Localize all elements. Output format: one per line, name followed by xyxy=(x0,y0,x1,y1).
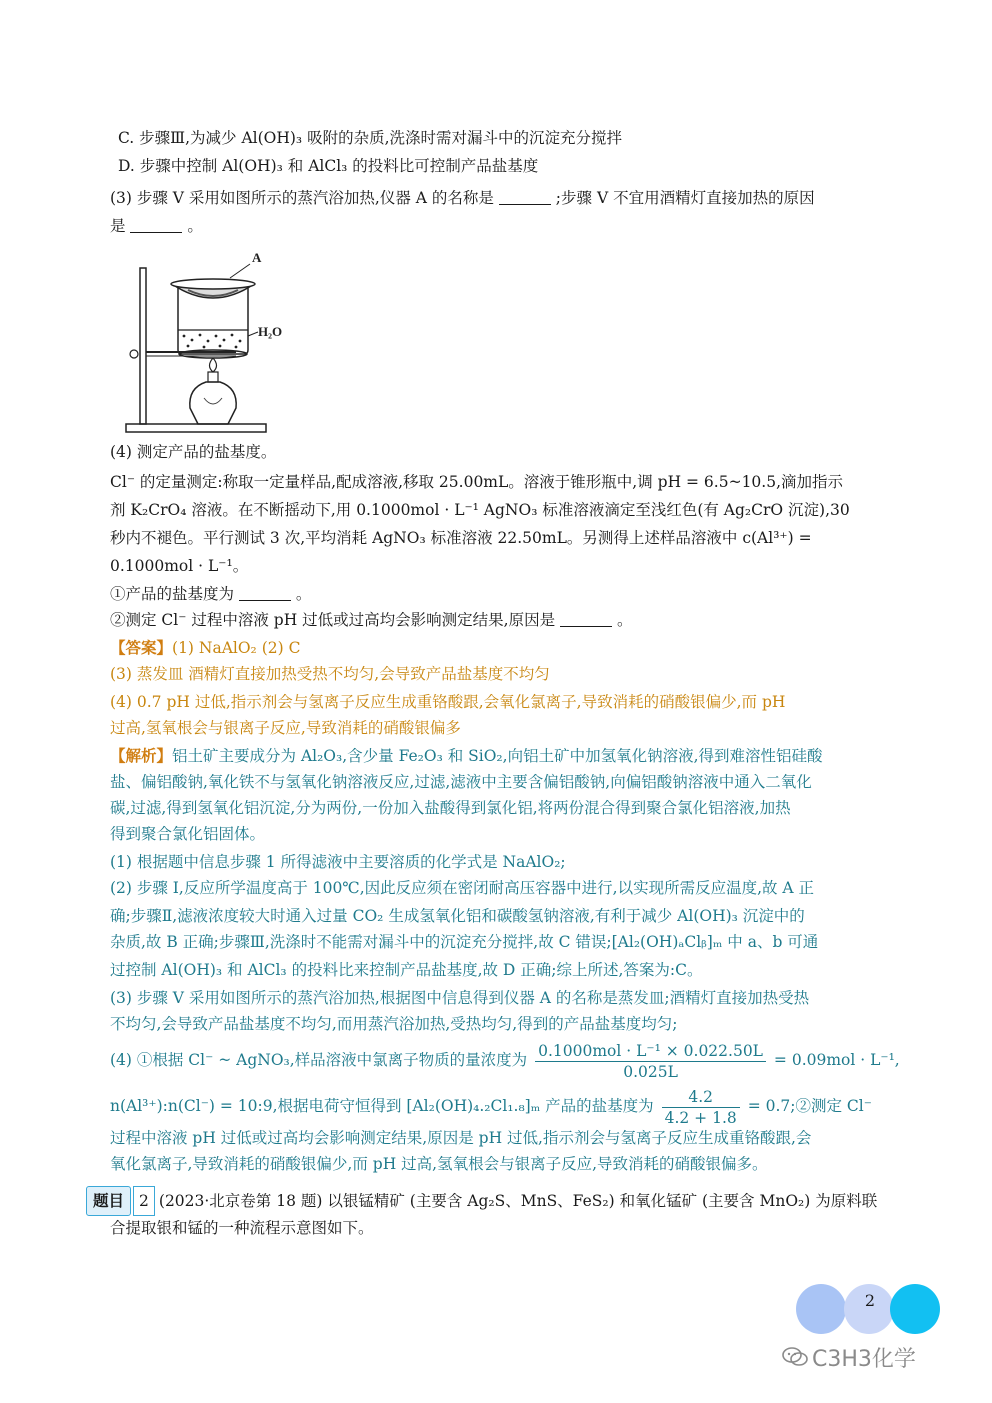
answer-blank-4[interactable] xyxy=(560,608,612,627)
analysis-line-8: 杂质,故 B 正确;步骤Ⅲ,洗涤时不能需对漏斗中的沉淀充分搅拌,故 C 错误;[Al₂(OH)ₐClᵦ]ₘ 中 a、b 可通 xyxy=(110,933,819,951)
paragraph-line-2: 剂 K₂CrO₄ 溶液。在不断摇动下,用 0.1000mol · L⁻¹ AgNO₃ 标准溶液滴定至浅红色(有 Ag₂CrO 沉淀),30 xyxy=(110,501,850,519)
fraction-basicity xyxy=(662,1087,740,1128)
stand-rod xyxy=(140,268,146,424)
sub-question-1-end: 。 xyxy=(295,585,312,603)
fraction-concentration xyxy=(535,1041,766,1082)
analysis-tag: 【解析】 xyxy=(110,746,173,765)
option-d: D. 步骤中控制 Al(OH)₃ 和 AlCl₃ 的投料比可控制产品盐基度 xyxy=(118,157,539,175)
answer-blank-3[interactable] xyxy=(239,582,291,601)
answer-blank-1[interactable] xyxy=(499,186,551,205)
wechat-icon xyxy=(782,1346,808,1368)
paragraph-line-4: 0.1000mol · L⁻¹。 xyxy=(110,557,249,575)
answer-line-4b: 过高,氢氧根会与银离子反应,导致消耗的硝酸银偏多 xyxy=(110,719,461,737)
page-number: 2 xyxy=(864,1291,876,1310)
question-3-text-c: 是 xyxy=(110,217,126,235)
stand-base xyxy=(126,424,266,432)
paragraph-line-1: Cl⁻ 的定量测定:称取一定量样品,配成溶液,移取 25.00mL。溶液于锥形瓶中,调 pH = 6.5~10.5,滴加指示 xyxy=(110,473,844,491)
sub-question-2 xyxy=(110,606,910,634)
analysis-line-1 xyxy=(110,742,910,770)
question-3-text-a: (3) 步骤 V 采用如图所示的蒸汽浴加热,仪器 A 的名称是 xyxy=(110,189,494,207)
sub-question-1 xyxy=(110,580,910,608)
answer-line-3: (3) 蒸发皿 酒精灯直接加热受热不均匀,会导致产品盐基度不均匀 xyxy=(110,665,550,683)
answer-1-2: (1) NaAlO₂ (2) C xyxy=(172,639,301,657)
analysis-line-6: (2) 步骤 I,反应所学温度高于 100℃,因此反应须在密闭耐高压容器中进行,以实现所需反应温度,故 A 正 xyxy=(110,879,815,897)
fraction-2-numerator: 4.2 xyxy=(662,1087,740,1108)
analysis-line-3: 碳,过滤,得到氢氧化铝沉淀,分为两份,一份加入盐酸得到氯化铝,将两份混合得到聚合氯化铝溶液,加热 xyxy=(110,799,791,817)
answer-tag: 【答案】 xyxy=(110,638,173,657)
question-3-text-d: 。 xyxy=(187,217,203,235)
analysis-line-2: 盐、偏铝酸钠,氧化铁不与氢氧化钠溶液反应,过滤,滤液中主要含偏铝酸钠,向偏铝酸钠溶液中通入二氧化 xyxy=(110,773,812,791)
watermark-text: C3H3化学 xyxy=(812,1347,916,1372)
analysis-line-7: 确;步骤Ⅱ,滤液浓度较大时通入过量 CO₂ 生成氢氧化铝和碳酸氢钠溶液,有利于减少 Al(OH)₃ 沉淀中的 xyxy=(110,907,805,925)
analysis-text-12a: (4) ①根据 Cl⁻ ~ AgNO₃,样品溶液中氯离子物质的量浓度为 xyxy=(110,1051,528,1069)
question-4-heading: (4) 测定产品的盐基度。 xyxy=(110,443,277,461)
steam-bath-apparatus-figure xyxy=(118,248,318,438)
analysis-line-11: 不均匀,会导致产品盐基度不均匀,而用蒸汽浴加热,受热均匀,得到的产品盐基度均匀; xyxy=(110,1015,678,1033)
label-a: A xyxy=(252,250,262,265)
sub-question-1-text: ①产品的盐基度为 xyxy=(110,585,235,603)
analysis-line-14: 过程中溶液 pH 过低或过高均会影响测定结果,原因是 pH 过低,指示剂会与氢离子反应生成重铬酸跟,会 xyxy=(110,1129,812,1147)
analysis-line-12 xyxy=(110,1036,910,1084)
analysis-line-13 xyxy=(110,1082,910,1130)
decor-circle-left xyxy=(796,1284,846,1334)
question-2-line-1 xyxy=(86,1186,886,1216)
fraction-1-denominator: 0.025L xyxy=(623,1062,678,1081)
analysis-line-15: 氧化氯离子,导致消耗的硝酸银偏少,而 pH 过高,氢氧根会与银离子反应,导致消耗的硝酸银偏多。 xyxy=(110,1155,768,1173)
paragraph-line-3: 秒内不褪色。平行测试 3 次,平均消耗 AgNO₃ 标准溶液 22.50mL。另测得上述样品溶液中 c(Al³⁺) = xyxy=(110,529,812,547)
answer-line-1 xyxy=(110,634,910,662)
question-3-line-1 xyxy=(110,184,910,212)
fraction-2-denominator: 4.2 + 1.8 xyxy=(664,1108,737,1127)
analysis-line-9: 过控制 Al(OH)₃ 和 AlCl₃ 的投料比来控制产品盐基度,故 D 正确;综上所述,答案为:C。 xyxy=(110,961,703,979)
question-2-text-1: (2023·北京卷第 18 题) 以银锰精矿 (主要含 Ag₂S、MnS、FeS₂) 和氧化锰矿 (主要含 MnO₂) 为原料联 xyxy=(158,1192,878,1210)
answer-line-4a: (4) 0.7 pH 过低,指示剂会与氢离子反应生成重铬酸跟,会氧化氯离子,导致消耗的硝酸银偏少,而 pH xyxy=(110,693,786,711)
sub-question-2-text: ②测定 Cl⁻ 过程中溶液 pH 过低或过高均会影响测定结果,原因是 xyxy=(110,611,556,629)
answer-blank-2[interactable] xyxy=(130,214,182,233)
question-number: 2 xyxy=(133,1186,155,1216)
fraction-1-numerator: 0.1000mol · L⁻¹ × 0.022.50L xyxy=(535,1041,766,1062)
analysis-text-12b: = 0.09mol · L⁻¹, xyxy=(773,1051,900,1069)
analysis-line-4: 得到聚合氯化铝固体。 xyxy=(110,825,266,843)
analysis-text-13b: = 0.7;②测定 Cl⁻ xyxy=(747,1097,872,1115)
analysis-text-13a: n(Al³⁺):n(Cl⁻) = 10:9,根据电荷守恒得到 [Al₂(OH)₄.₂Cl₁.₈]ₘ 产品的盐基度为 xyxy=(110,1097,654,1115)
analysis-line-10: (3) 步骤 V 采用如图所示的蒸汽浴加热,根据图中信息得到仪器 A 的名称是蒸发皿;酒精灯直接加热受热 xyxy=(110,989,810,1007)
question-2-line-2: 合提取银和锰的一种流程示意图如下。 xyxy=(110,1219,374,1237)
label-water: H₂O xyxy=(258,324,283,339)
alcohol-lamp xyxy=(190,382,236,424)
analysis-line-5: (1) 根据题中信息步骤 1 所得滤液中主要溶质的化学式是 NaAlO₂; xyxy=(110,853,566,871)
question-3-line-2 xyxy=(110,212,910,240)
analysis-text-1: 铝土矿主要成分为 Al₂O₃,含少量 Fe₂O₃ 和 SiO₂,向铝土矿中加氢氧化钠溶液,得到难溶性铝硅酸 xyxy=(172,747,823,765)
option-c: C. 步骤Ⅲ,为减少 Al(OH)₃ 吸附的杂质,洗涤时需对漏斗中的沉淀充分搅拌 xyxy=(118,129,623,147)
sub-question-2-end: 。 xyxy=(616,611,633,629)
question-badge: 题目 xyxy=(86,1186,131,1216)
question-3-text-b: ;步骤 V 不宜用酒精灯直接加热的原因 xyxy=(555,189,815,207)
